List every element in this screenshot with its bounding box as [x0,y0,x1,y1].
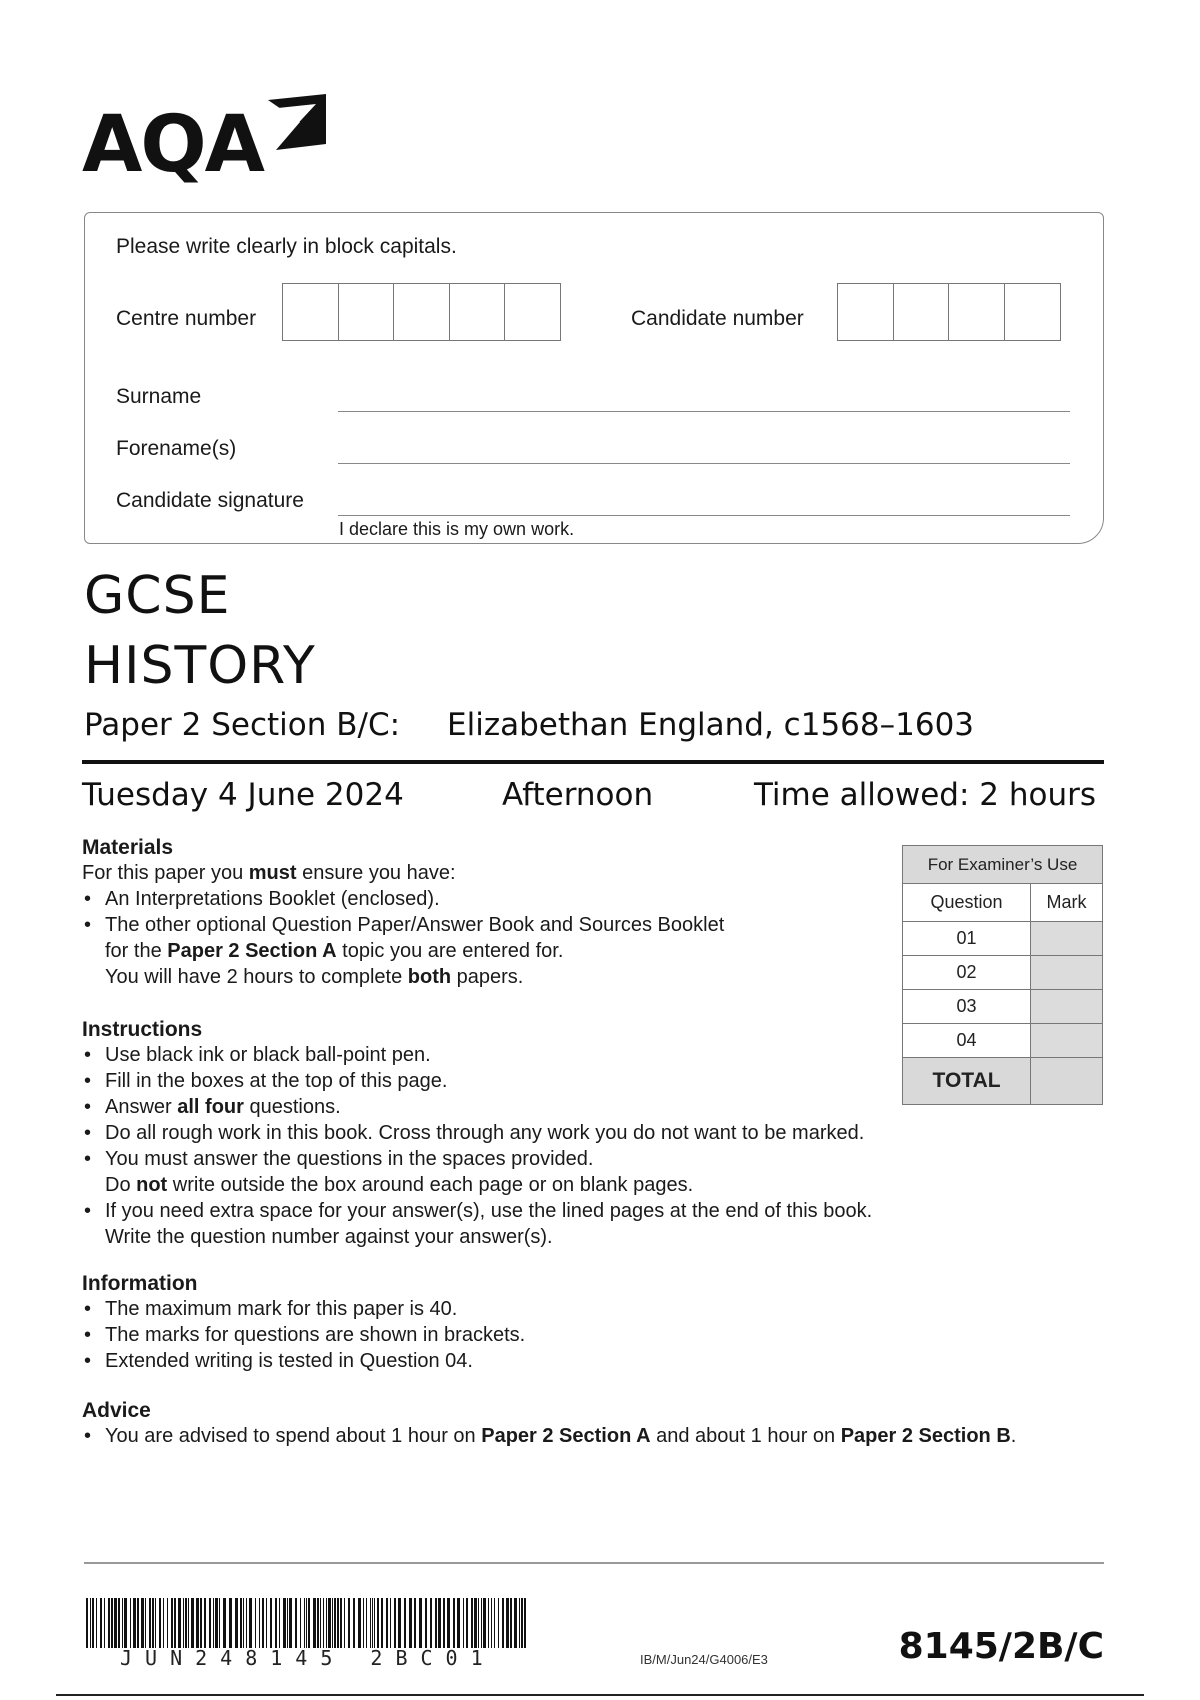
candidate-number-label: Candidate number [631,307,804,330]
list-item: • Answer all four questions. [82,1094,1082,1120]
logo-mark-icon [260,92,332,154]
list-item: • Do all rough work in this book. Cross through any work you do not want to be marked. [82,1120,1082,1146]
list-item: • You must answer the questions in the spaces provided. Do not write outside the box around each page or on blank pages. [82,1146,1082,1198]
subject-title: HISTORY [84,636,316,696]
materials-intro: For this paper you must ensure you have: [82,862,456,884]
mark-cell [1031,956,1103,990]
candidate-digit-box[interactable] [1004,283,1061,341]
question-number: 01 [903,922,1031,956]
materials-heading: Materials [82,836,174,859]
advice-section [82,1399,1122,1449]
materials-section [82,836,882,990]
paper-topic: Elizabethan England, c1568–1603 [447,707,975,743]
qualification-title: GCSE [84,566,231,626]
declaration-text: I declare this is my own work. [339,519,575,539]
mark-column-header: Mark [1031,884,1103,922]
instructions-heading: Instructions [82,1018,203,1041]
question-number: 02 [903,956,1031,990]
forename-line[interactable] [338,463,1070,464]
centre-digit-box[interactable] [504,283,561,341]
examiner-table-header: For Examiner’s Use [903,846,1103,884]
logo-text: AQA [82,100,264,190]
advice-heading: Advice [82,1399,151,1422]
document-reference: IB/M/Jun24/G4006/E3 [640,1652,768,1667]
exam-session: Afternoon [502,777,654,813]
list-item: • The marks for questions are shown in brackets. [82,1322,1082,1348]
list-item: • The maximum mark for this paper is 40. [82,1296,1082,1322]
question-number: 03 [903,990,1031,1024]
instructions-section [82,1018,1082,1250]
footer-divider [84,1562,1104,1564]
mark-cell [1031,922,1103,956]
candidate-digit-box[interactable] [948,283,1005,341]
centre-digit-box[interactable] [282,283,339,341]
time-allowed: Time allowed: 2 hours [753,777,1096,813]
list-item: • Fill in the boxes at the top of this page. [82,1068,1082,1094]
surname-label: Surname [116,385,202,408]
candidate-digit-box[interactable] [837,283,894,341]
question-number: 04 [903,1024,1031,1058]
list-item: • If you need extra space for your answer(s), use the lined pages at the end of this book. Write the question number against your answer(s). [82,1198,1082,1250]
surname-line[interactable] [338,411,1070,412]
list-item: • Use black ink or black ball-point pen. [82,1042,1082,1068]
barcode-image [86,1598,526,1648]
centre-digit-box[interactable] [393,283,450,341]
signature-label: Candidate signature [116,489,304,512]
paper-label: Paper 2 Section B/C: [84,707,401,743]
centre-number-label: Centre number [116,307,257,330]
information-section [82,1272,1082,1374]
table-row [903,922,1103,956]
title-divider [82,760,1104,764]
list-item: • The other optional Question Paper/Answer Book and Sources Booklet for the Paper 2 Section A topic you are entered for. You will have 2 hours to complete both papers. [82,912,882,990]
block-capitals-instruction: Please write clearly in block capitals. [116,235,457,258]
centre-digit-box[interactable] [449,283,506,341]
paper-code: 8145/2B/C [898,1626,1104,1667]
centre-digit-box[interactable] [338,283,395,341]
total-label: TOTAL [903,1058,1031,1105]
list-item: • You are advised to spend about 1 hour on Paper 2 Section A and about 1 hour on Paper 2 Section B. [82,1423,1122,1449]
barcode-text: JUN248145 2BC01 [120,1646,496,1670]
centre-number-boxes [282,283,561,341]
list-item: • Extended writing is tested in Question 04. [82,1348,1082,1374]
candidate-number-boxes [837,283,1061,341]
forename-label: Forename(s) [116,437,237,460]
information-heading: Information [82,1272,198,1295]
question-column-header: Question [903,884,1031,922]
exam-date: Tuesday 4 June 2024 [82,777,404,813]
table-row [903,956,1103,990]
aqa-logo [82,92,352,188]
candidate-digit-box[interactable] [893,283,950,341]
signature-line[interactable] [338,515,1070,516]
page-bottom-rule [56,1694,1144,1696]
list-item: • An Interpretations Booklet (enclosed). [82,886,882,912]
candidate-details-box [84,212,1104,544]
